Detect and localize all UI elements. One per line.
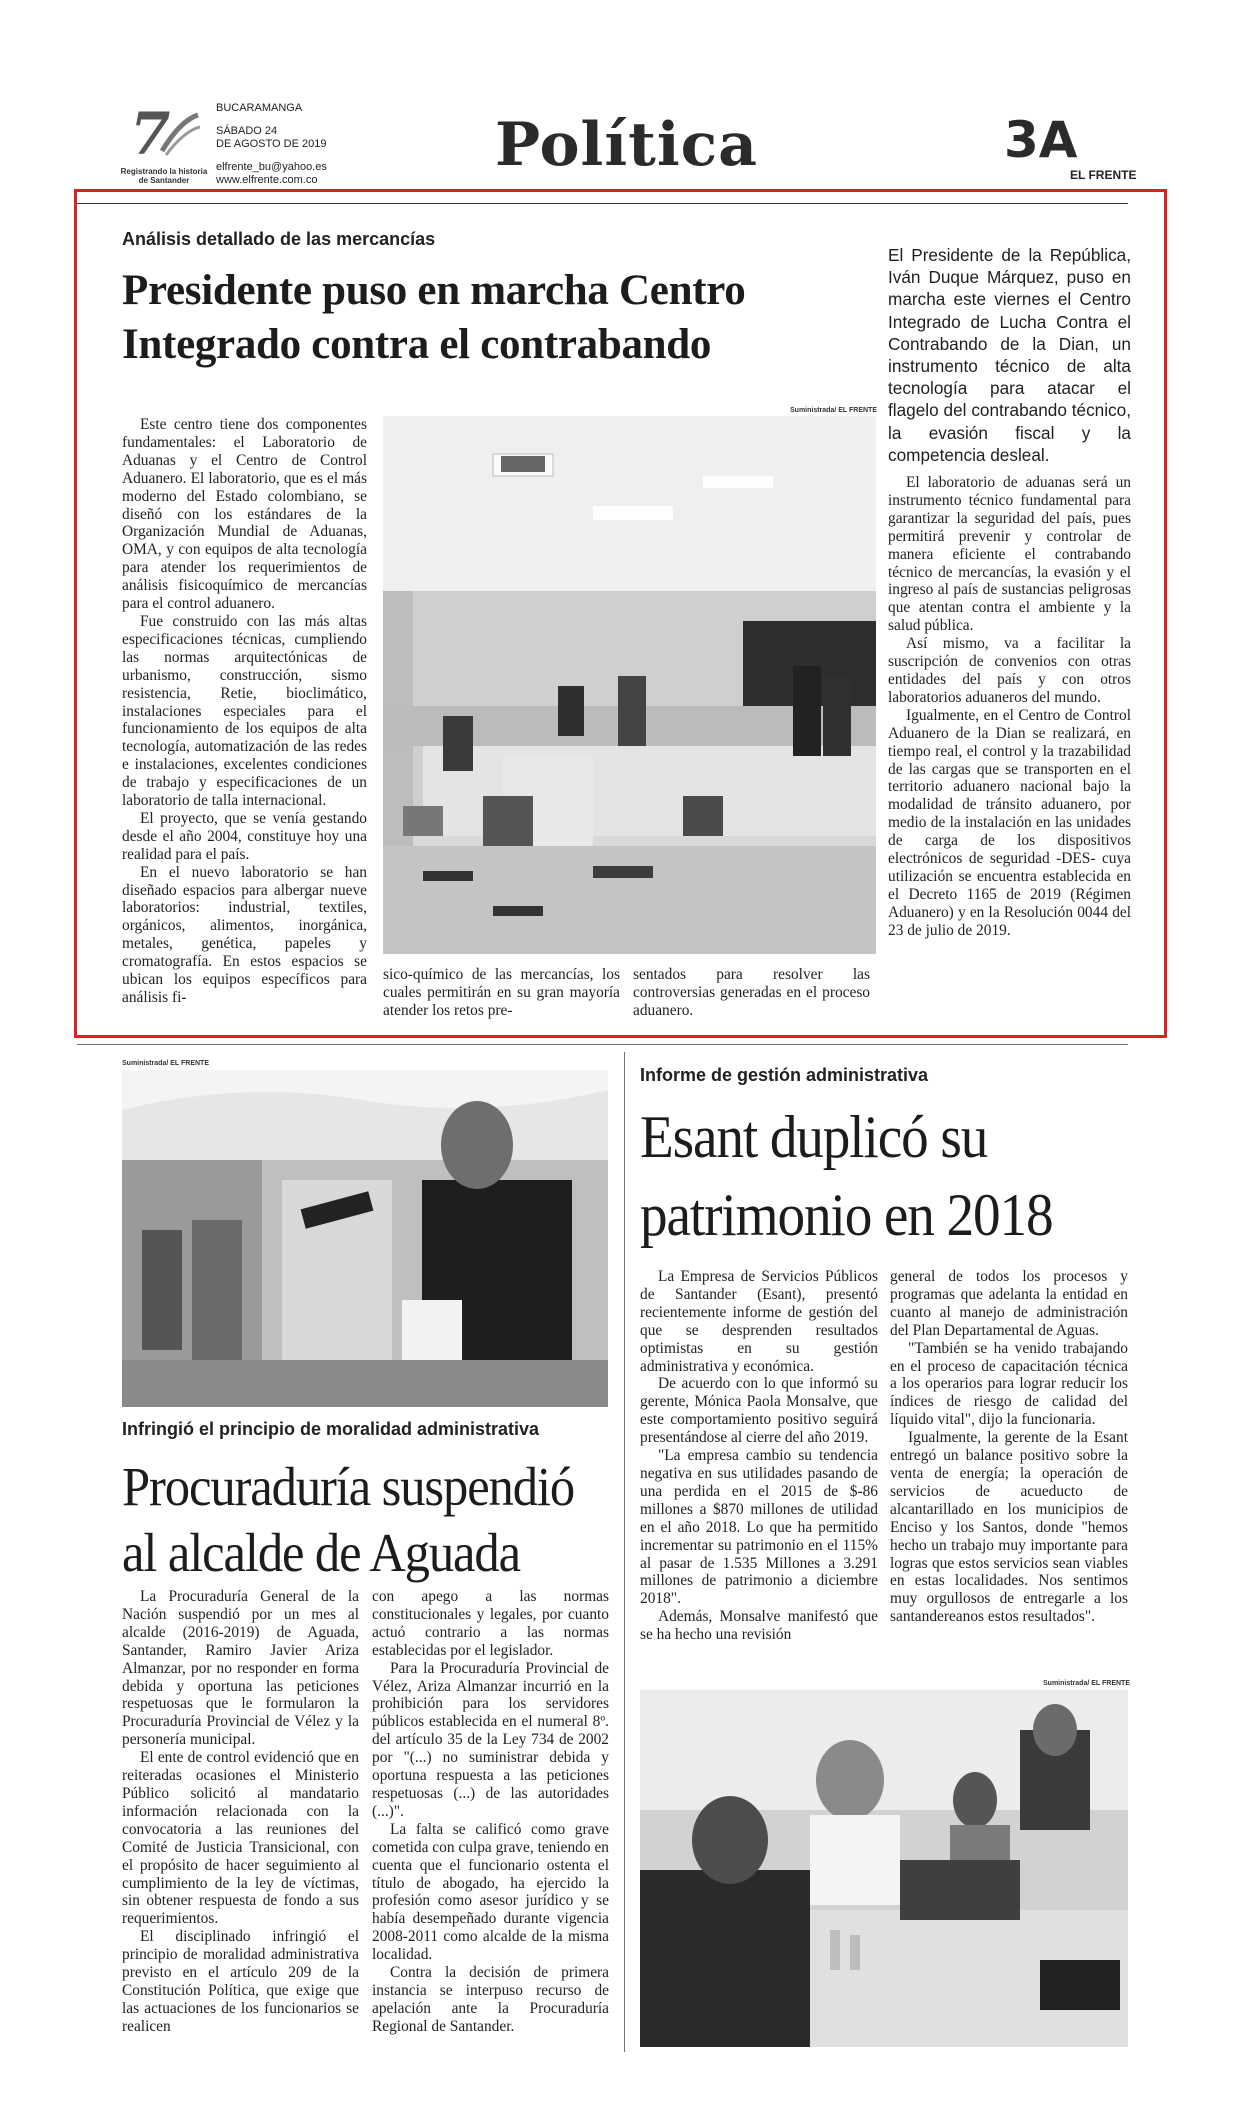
story3-paragraph: "La empresa cambio su tendencia negativa en sus utilidades pasando de una perdida en el 2015 de $-86 millones a $870 millones de utilidad en el año 2018. Lo que ha permitido incrementar su patrimonio en el 115% al pasar de 1.535 Millones a 3.291 millones de patrimonio a diciembre 2018". (640, 1447, 878, 1608)
story3-kicker: Informe de gestión administrativa (640, 1065, 929, 1085)
story2-paragraph: El ente de control evidenció que en reiteradas ocasiones el Ministerio Público solicitó al mandatario información relacionada con la convocatoria a las reuniones del Comité de Justicia Transicional, con el propósito de hacer seguimiento al cumplimiento de la ley de víctimas, sin obtener respuesta de fondo a sus requerimientos. (122, 1749, 359, 1928)
story1-paragraph: Este centro tiene dos componentes fundamentales: el Laboratorio de Aduanas y el Centro de Control Aduanero. El laboratorio, que es el más moderno del Estado colombiano, se diseñó con los estándares de la Organización Mundial de Aduanas, OMA, y con equipos de alta tecnología para atender los requerimientos de análisis fisicoquímico de mercancías para el control aduanero. (122, 416, 367, 613)
story2-paragraph: Contra la decisión de primera instancia se interpuso recurso de apelación ante la Procuraduría Regional de Santander. (372, 1964, 609, 2035)
story1-column-2 (383, 966, 620, 1020)
story1-paragraph: Fue construido con las más altas especificaciones técnicas, cumpliendo las normas arquitectónicas de urbanismo, construcción, sismo resistencia, Retie, bioclimático, instalaciones especiales para el funcionamiento de los equipos de alta tecnología, automatización de las redes e instalaciones, excelentes condiciones de trabajo y especificaciones de un laboratorio de talla internacional. (122, 612, 367, 810)
story2-kicker: Infringió el principio de moralidad administrativa (122, 1419, 540, 1439)
story2-headline (122, 1454, 600, 1586)
story1-column-4 (888, 474, 1131, 940)
story1-column-3 (633, 966, 870, 1020)
story3-photo (640, 1690, 1128, 2047)
story1-paragraph: Igualmente, en el Centro de Control Aduanero de la Dian se realizará, en tiempo real, el control y la trazabilidad de las cargas que se transporten en el territorio aduanero nacional bajo la modalidad de tránsito aduanero, por medio de la instalación en las unidades de carga de los dispositivos electrónicos de seguridad -DES- cuya utilización se encuentra establecida en el Decreto 1165 de 2019 (Régimen Aduanero) y en la Resolución 0044 del 23 de julio de 2019. (888, 706, 1131, 939)
story1-kicker: Análisis detallado de las mercancías (122, 229, 436, 249)
column-divider (624, 1052, 625, 2052)
story2-photo-credit: Suministrada/ EL FRENTE (122, 1060, 209, 1067)
story1-lede: El Presidente de la República, Iván Duque Márquez, puso en marcha este viernes el Centro Integrado de Lucha Contra el Contrabando de la Dian, un instrumento técnico de alta tecnología para atacar el flagelo del contrabando técnico, la evasión fiscal y la competencia desleal. (888, 245, 1131, 465)
story3-paragraph: De acuerdo con lo que informó su gerente, Mónica Paola Monsalve, que este comportamiento positivo seguirá presentándose al cierre del año 2019. (640, 1375, 878, 1447)
story2-column-2 (372, 1588, 609, 2036)
logo-tagline: Registrando la historia de Santander (120, 167, 208, 185)
masthead-date-line2: DE AGOSTO DE 2019 (216, 138, 327, 150)
story2-headline-line1: Procuraduría suspendió (122, 1456, 575, 1517)
masthead-date-line1: SÁBADO 24 (216, 125, 278, 137)
story2-paragraph: Para la Procuraduría Provincial de Vélez, Ariza Almanzar incurrió en la prohibición para los servidores públicos establecida en el numeral 8º. del artículo 35 de la Ley 734 de 2002 por "(...) no suministrar debida y oportuna respuesta a las peticiones respetuosas (...) de las autoridades (...)". (372, 1659, 609, 1820)
story2-column-1 (122, 1588, 359, 2036)
story1-headline-line1: Presidente puso en marcha Centro (122, 267, 746, 314)
story1-headline (122, 264, 882, 372)
story3-photo-credit: Suministrada/ EL FRENTE (1043, 1680, 1130, 1687)
masthead-city: BUCARAMANGA (216, 102, 303, 114)
story1-paragraph: En el nuevo laboratorio se han diseñado espacios para albergar nueve laboratorios: industrial, textiles, orgánicos, alimentos, inorgánica, metales, genética, papeles y cromatografía. En estos espacios se ubican los equipos específicos para análisis fi- (122, 863, 367, 1006)
story1-paragraph: sico-químico de las mercancías, los cuales permitirán en su gran mayoría atender los retos pre- (383, 966, 620, 1019)
section-title: Política (495, 110, 759, 180)
masthead-website[interactable]: www.elfrente.com.co (216, 174, 318, 186)
customs-lab-photo (383, 416, 876, 954)
story3-column-1 (640, 1268, 878, 1644)
story3-paragraph: "También se ha venido trabajando en el proceso de capacitación técnica a los operarios para lograr reducir los índices de riesgo de calidad del líquido vital", dijo la funcionaria. (890, 1339, 1128, 1429)
story1-column-1 (122, 416, 367, 1007)
brand-label: EL FRENTE (1070, 168, 1137, 182)
story1-photo-credit: Suministrada/ EL FRENTE (790, 407, 877, 414)
page-number: 3A (1004, 111, 1078, 169)
story3-paragraph: Igualmente, la gerente de la Esant entregó un balance positivo sobre la venta de energía; la operación de servicios de acueducto de alcantarillado en los municipios de Enciso y los Santos, donde "hemos hecho un trabajo muy importante para logras que estos servicios sean viables en estas localidades. Nos sentimos muy orgullosos de entregarle a los santandereanos estos resultados". (890, 1429, 1128, 1626)
mayor-speech-photo (122, 1070, 608, 1407)
story1-paragraph: sentados para resolver las controversias generadas en el proceso aduanero. (633, 966, 870, 1019)
newspaper-logo (130, 100, 202, 168)
story1-photo (383, 416, 876, 954)
story3-column-2 (890, 1268, 1128, 1626)
story3-headline-line2: patrimonio en 2018 (640, 1182, 1053, 1248)
story3-paragraph: Además, Monsalve manifestó que se ha hecho una revisión (640, 1608, 878, 1644)
story3-paragraph: La Empresa de Servicios Públicos de Santander (Esant), presentó recientemente informe de gestión del que se desprenden resultados optimistas en su gestión administrativa y económica. (640, 1268, 878, 1375)
story1-paragraph: El proyecto, que se venía gestando desde el año 2004, constituye hoy una realidad para el país. (122, 809, 367, 863)
story3-headline-line1: Esant duplicó su (640, 1104, 988, 1170)
story1-headline-line2: Integrado contra el contrabando (122, 321, 712, 368)
story3-paragraph: general de todos los procesos y programas que adelanta la entidad en cuanto al manejo de administración del Plan Departamental de Aguas. (890, 1268, 1128, 1339)
story3-headline (640, 1098, 1118, 1254)
esant-meeting-photo (640, 1690, 1128, 2047)
logo-number: 7 (130, 100, 171, 168)
masthead-info (216, 102, 327, 187)
section-divider (77, 1044, 1128, 1045)
story2-photo (122, 1070, 608, 1407)
story2-headline-line2: al alcalde de Aguada (122, 1522, 520, 1583)
logo-swoosh-icon (160, 111, 200, 157)
story2-paragraph: La falta se calificó como grave cometida con culpa grave, teniendo en cuenta que el funcionario ostenta el título de abogado, ha ejercido la profesión como asesor jurídico y se había desempeñado durante vigencia 2008-2011 como alcalde de la misma localidad. (372, 1820, 609, 1964)
story2-paragraph: con apego a las normas constitucionales y legales, por cuanto actuó contrario a las normas establecidas por el legislador. (372, 1588, 609, 1659)
story1-paragraph: El laboratorio de aduanas será un instrumento técnico fundamental para garantizar la seguridad del país, pues permitirá prevenir y controlar de manera eficiente el contrabando técnico de mercancías, la evasión y el ingreso al país de sustancias peligrosas que atentan contra el ambiente y la salud pública. (888, 474, 1131, 635)
story2-paragraph: La Procuraduría General de la Nación suspendió por un mes al alcalde (2016-2019) de Aguada, Santander, Ramiro Javier Ariza Almanzar, por no responder en forma debida y oportuna las peticiones respetuosas que le formularon la Procuraduría Provincial de Vélez y la personería municipal. (122, 1588, 359, 1749)
masthead-email[interactable]: elfrente_bu@yahoo.es (216, 161, 327, 173)
story2-paragraph: El disciplinado infringió el principio de moralidad administrativa previsto en el artículo 209 de la Constitución Política, que exige que las actuaciones de los funcionarios se realicen (122, 1928, 359, 2035)
story1-paragraph: Así mismo, va a facilitar la suscripción de convenios con otras entidades del país y con otros laboratorios aduaneros del mundo. (888, 635, 1131, 706)
